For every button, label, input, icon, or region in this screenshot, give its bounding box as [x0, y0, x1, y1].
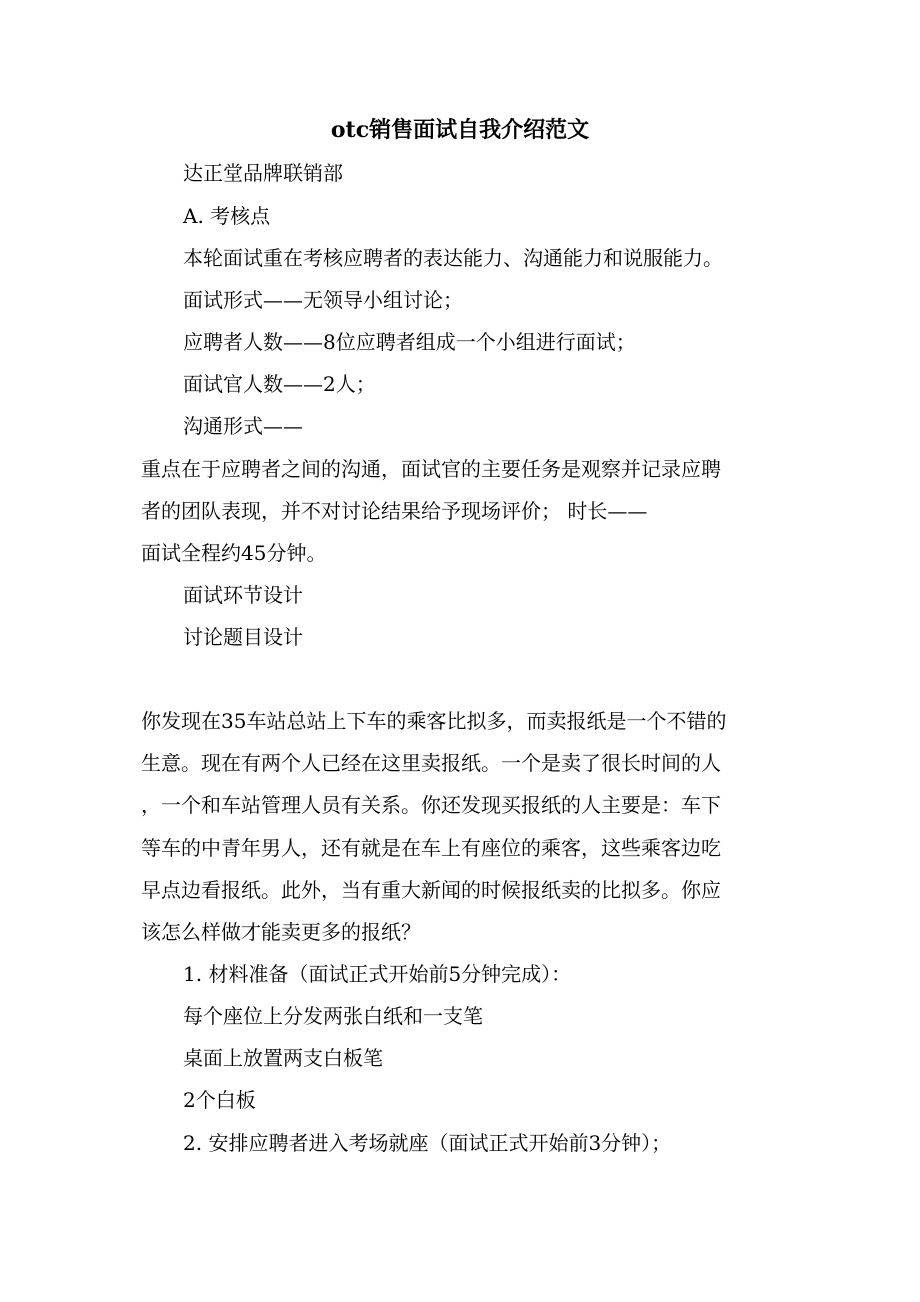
list-item: 桌面上放置两支白板笔 — [183, 1046, 383, 1070]
paragraph-line: 该怎么样做才能卖更多的报纸？ — [141, 920, 421, 944]
paragraph-line: 本轮面试重在考核应聘者的表达能力、沟通能力和说服能力。 — [183, 246, 723, 270]
subheading-line: 讨论题目设计 — [183, 625, 303, 649]
paragraph-line: ，一个和车站管理人员有关系。你还发现买报纸的人主要是：车下 — [141, 793, 721, 817]
list-item: 1. 材料准备（面试正式开始前5分钟完成）： — [183, 962, 572, 986]
list-item: 2个白板 — [183, 1088, 256, 1112]
department-line: 达正堂品牌联销部 — [183, 161, 343, 185]
paragraph-line: 生意。现在有两个人已经在这里卖报纸。一个是卖了很长时间的人 — [141, 751, 721, 775]
list-item: 每个座位上分发两张白纸和一支笔 — [183, 1004, 483, 1028]
paragraph-line: 面试全程约45分钟。 — [141, 541, 327, 565]
section-a-heading: A. 考核点 — [183, 204, 271, 228]
paragraph-line: 你发现在35车站总站上下车的乘客比拟多，而卖报纸是一个不错的 — [141, 709, 727, 733]
paragraph-line: 等车的中青年男人，还有就是在车上有座位的乘客，这些乘客边吃 — [141, 836, 721, 860]
paragraph-line: 沟通形式—— — [183, 414, 303, 438]
paragraph-line: 重点在于应聘者之间的沟通，面试官的主要任务是观察并记录应聘 — [141, 457, 721, 481]
paragraph-line: 者的团队表现，并不对讨论结果给予现场评价； 时长—— — [141, 499, 648, 523]
document-title: otc销售面试自我介绍范文 — [330, 117, 590, 143]
paragraph-line: 应聘者人数——8位应聘者组成一个小组进行面试； — [183, 330, 636, 354]
subheading-line: 面试环节设计 — [183, 583, 303, 607]
paragraph-line: 早点边看报纸。此外，当有重大新闻的时候报纸卖的比拟多。你应 — [141, 878, 721, 902]
list-item: 2. 安排应聘者进入考场就座（面试正式开始前3分钟）； — [183, 1131, 672, 1155]
paragraph-line: 面试形式——无领导小组讨论； — [183, 288, 463, 312]
paragraph-line: 面试官人数——2人； — [183, 372, 376, 396]
